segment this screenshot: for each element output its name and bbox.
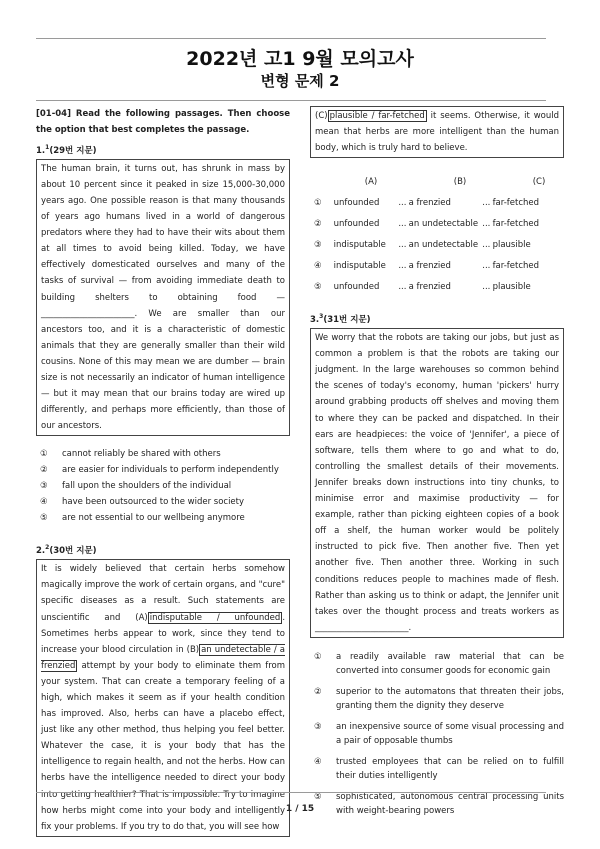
option-a: unfounded bbox=[333, 281, 380, 292]
passage-text: attempt by your body to eliminate them from your system. That can create a temporary feeling of a high, which makes it seem as if your health condition has improved. Also, herbs can have a placebo effect, just like any other method, thus helping you feel better. Whatever the case, it is your body that has the intelligence to regain health, and not the herbs. How can herbs have the intelligence needed to direct your body into getting healthier? That is impossible. Try to imagine how herbs might come into your body and intelligently fix your problems. If you try to do that, you will see how bbox=[41, 660, 285, 832]
header-b: (B) bbox=[453, 177, 467, 188]
option-number: ② bbox=[314, 218, 322, 229]
option-number: ① bbox=[314, 197, 322, 208]
option-number: ④ bbox=[40, 497, 48, 508]
option-b: a frenzied bbox=[408, 260, 451, 271]
dots: ... bbox=[482, 281, 491, 292]
option-c: plausible bbox=[492, 281, 531, 292]
question-3-label: (31번 지문) bbox=[323, 315, 371, 326]
choice-box-a: indisputable / unfounded bbox=[149, 612, 281, 623]
option-b: an undetectable bbox=[408, 218, 479, 229]
option-a: indisputable bbox=[333, 260, 386, 271]
table-row[interactable] bbox=[310, 255, 564, 276]
passage-text: . Sometimes herbs appear to work, since they tend to increase your blood circulation in bbox=[41, 612, 286, 655]
option-text: cannot reliably be shared with others bbox=[62, 449, 221, 460]
option-text: an inexpensive source of some visual processing and a pair of opposable thumbs bbox=[336, 721, 564, 747]
option-text: are easier for individuals to perform independently bbox=[62, 465, 279, 476]
question-1-passage: The human brain, it turns out, has shrunk in mass by about 10 percent since it peaked in size 15,000-30,000 years ago. One possible reason is that many thousands of years ago humans lived in a world of dangerous predators where they had to have their wits about them at all times to avoid being killed. Today, we have effectively domesticated ourselves and many of the tasks of survival — from avoiding immediate death to building shelters to obtaining food — ______________________. We are smaller than our ancestors too, and it is a characteristic of domestic animals that they are generally smaller than their wild cousins. None of this may mean we are dumber — brain size is not necessarily an indicator of human intelligence — but it may mean that our brains today are wired up differently, and perhaps more efficiently, than those of our ancestors. bbox=[36, 159, 290, 437]
option[interactable] bbox=[36, 446, 290, 462]
table-row[interactable] bbox=[310, 276, 564, 297]
option-text: fall upon the shoulders of the individual bbox=[62, 481, 232, 492]
option-number: ④ bbox=[314, 756, 322, 767]
option-c: plausible bbox=[492, 239, 531, 250]
option-b: a frenzied bbox=[408, 281, 451, 292]
table-row[interactable] bbox=[310, 192, 564, 213]
option-b: a frenzied bbox=[408, 197, 451, 208]
dots: ... bbox=[482, 260, 491, 271]
question-1-label: (29번 지문) bbox=[49, 145, 97, 156]
blank-a-label: (A) bbox=[135, 612, 148, 623]
right-column bbox=[310, 106, 564, 825]
question-3-number: 3. bbox=[310, 315, 320, 326]
dots: ... bbox=[398, 197, 407, 208]
option[interactable] bbox=[310, 755, 564, 784]
choice-box-c: plausible / far-fetched bbox=[329, 111, 425, 121]
question-3-sup: 3 bbox=[319, 313, 324, 321]
option[interactable] bbox=[310, 720, 564, 749]
dots: ... bbox=[482, 197, 491, 208]
dots: ... bbox=[398, 239, 407, 250]
option[interactable] bbox=[36, 478, 290, 494]
option-number: ③ bbox=[40, 481, 48, 492]
table-row[interactable] bbox=[310, 213, 564, 234]
question-1-sup: 1 bbox=[45, 144, 50, 151]
option-c: far-fetched bbox=[492, 260, 540, 271]
option[interactable] bbox=[36, 494, 290, 510]
question-2-heading bbox=[36, 540, 290, 559]
header-a: (A) bbox=[364, 177, 378, 188]
question-2-sup: 2 bbox=[45, 544, 50, 552]
dots: ... bbox=[398, 218, 407, 229]
option-text: superior to the automatons that threaten their jobs, granting them the dignity they deserve bbox=[336, 686, 564, 712]
dots: ... bbox=[398, 281, 407, 292]
page-number: 1 / 15 bbox=[285, 804, 315, 814]
table-header bbox=[310, 172, 564, 192]
option-number: ① bbox=[314, 651, 322, 662]
page-title: 2022년 고1 9월 모의고사 bbox=[186, 48, 414, 70]
choice-box-b: an undetectable / a frenzied bbox=[41, 644, 285, 671]
option[interactable] bbox=[310, 685, 564, 714]
top-rule bbox=[36, 38, 546, 39]
option-text: a readily available raw material that can be converted into consumer goods for economic gain bbox=[336, 651, 564, 677]
option-text: are not essential to our wellbeing anymore bbox=[62, 513, 245, 524]
option-c: far-fetched bbox=[492, 197, 540, 208]
option-a: unfounded bbox=[333, 197, 380, 208]
question-1-number: 1. bbox=[36, 145, 46, 156]
option[interactable] bbox=[310, 650, 564, 679]
question-3-passage: We worry that the robots are taking our jobs, but just as common a problem is that the robots are taking our judgment. In the large warehouses so common behind the scenes of today's economy, human 'pickers' hurry around grabbing products off shelves and moving them to where they can be packed and dispatched. In their ears are headpieces: the voice of 'Jennifer', a piece of software, tells them where to go and what to do, controlling the smallest details of their movements. Jennifer breaks down instructions into tiny chunks, to minimise error and maximise productivity — for example, rather than picking eighteen copies of a book off a shelf, the human worker would be politely instructed to pick five. Then another five. Then yet another five. Then another three. Working in such conditions reduces people to machines made of flesh. Rather than asking us to think or adapt, the Jennifer unit takes over the thought process and treats workers as ______________________. bbox=[310, 328, 564, 638]
option-number: ⑤ bbox=[314, 791, 322, 802]
option-text: trusted employees that can be relied on to fulfill their duties intelligently bbox=[336, 756, 564, 782]
question-2-options-table bbox=[310, 172, 564, 297]
option-text: sophisticated, autonomous central processing units with weight-bearing powers bbox=[336, 791, 564, 817]
dots: ... bbox=[482, 218, 491, 229]
option-a: unfounded bbox=[333, 218, 380, 229]
blank-c-label: (C) bbox=[315, 111, 328, 121]
option-number: ⑤ bbox=[314, 281, 322, 292]
left-column bbox=[36, 106, 290, 837]
option-number: ① bbox=[40, 449, 48, 460]
option-number: ③ bbox=[314, 239, 322, 250]
option-number: ③ bbox=[314, 721, 322, 732]
footer-rule bbox=[36, 792, 546, 793]
question-2-passage bbox=[36, 559, 290, 837]
option-a: indisputable bbox=[333, 239, 386, 250]
option-number: ② bbox=[314, 686, 322, 697]
dots: ... bbox=[482, 239, 491, 250]
option-number: ⑤ bbox=[40, 513, 48, 524]
instructions: [01-04] Read the following passages. Then choose the option that best completes the passage. bbox=[36, 109, 290, 135]
option-text: have been outsourced to the wider society bbox=[62, 497, 245, 508]
dots: ... bbox=[398, 260, 407, 271]
blank-b-label: (B) bbox=[186, 644, 200, 655]
question-3-options bbox=[310, 650, 564, 819]
header-c: (C) bbox=[532, 177, 546, 188]
question-2-passage-continued bbox=[310, 106, 564, 158]
option[interactable] bbox=[36, 510, 290, 526]
option-b: an undetectable bbox=[408, 239, 479, 250]
option[interactable] bbox=[36, 462, 290, 478]
option-number: ④ bbox=[314, 260, 322, 271]
page-subtitle: 변형 문제 2 bbox=[260, 72, 340, 90]
question-2-label: (30번 지문) bbox=[49, 546, 97, 557]
question-1-heading bbox=[36, 140, 290, 159]
passage-text: It is widely believed that certain herbs somehow magically improve the work of certain organs, and "cure" specific diseases as a result. Such statements are unscientific and bbox=[41, 564, 285, 623]
passage-text: it seems. Otherwise, it would mean that herbs are more intelligent than the human body, which is truly hard to believe. bbox=[315, 111, 559, 154]
question-1-options bbox=[36, 446, 290, 526]
table-row[interactable] bbox=[310, 234, 564, 255]
question-3-heading bbox=[310, 309, 564, 328]
option-number: ② bbox=[40, 465, 48, 476]
title-rule bbox=[36, 100, 546, 101]
option-c: far-fetched bbox=[492, 218, 540, 229]
question-2-number: 2. bbox=[36, 546, 46, 557]
